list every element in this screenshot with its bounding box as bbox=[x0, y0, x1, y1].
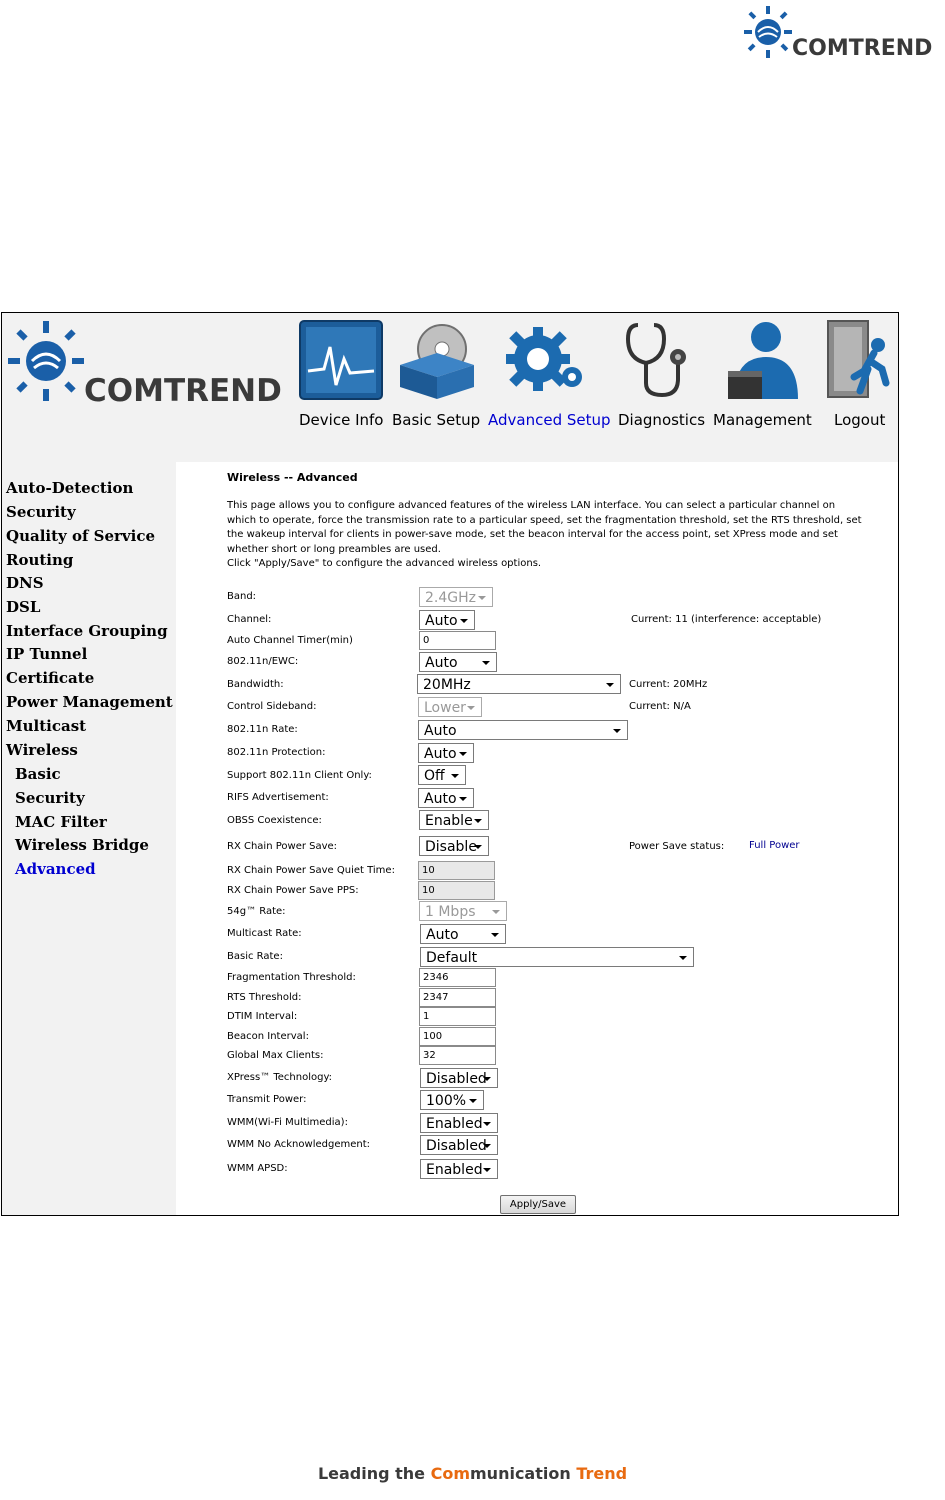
chevron-down-icon bbox=[459, 752, 467, 756]
obss-label: OBSS Coexistence: bbox=[227, 815, 322, 826]
wmm-apsd-select[interactable] bbox=[420, 1159, 498, 1179]
rx-pps-label: RX Chain Power Save PPS: bbox=[227, 885, 359, 896]
tagline-highlight-trend: Trend bbox=[576, 1464, 628, 1483]
obss-select[interactable] bbox=[419, 810, 489, 830]
n-protection-label: 802.11n Protection: bbox=[227, 747, 326, 758]
sidebar-item-auto-detection[interactable]: Auto-Detection bbox=[6, 479, 134, 497]
rx-power-save-select[interactable] bbox=[419, 836, 489, 856]
rifs-label: RIFS Advertisement: bbox=[227, 792, 329, 803]
brand-text: COMTREND bbox=[84, 373, 282, 409]
multicast-rate-label: Multicast Rate: bbox=[227, 928, 302, 939]
wmm-select[interactable] bbox=[420, 1113, 498, 1133]
n-ewc-label: 802.11n/EWC: bbox=[227, 656, 299, 667]
apply-save-button[interactable]: Apply/Save bbox=[500, 1195, 576, 1214]
device-info-icon[interactable] bbox=[298, 319, 384, 401]
tx-power-value: 100% bbox=[426, 1093, 467, 1109]
chevron-down-icon bbox=[679, 956, 687, 960]
sidebar-item-wireless[interactable]: Wireless bbox=[6, 741, 78, 759]
chevron-down-icon bbox=[492, 910, 500, 914]
wmm-value: Enabled bbox=[426, 1116, 483, 1132]
xpress-value: Disabled bbox=[426, 1071, 487, 1087]
bandwidth-label: Bandwidth: bbox=[227, 679, 284, 690]
tagline-highlight-com: Com bbox=[430, 1464, 470, 1483]
rifs-value: Auto bbox=[424, 791, 457, 807]
rx-power-save-label: RX Chain Power Save: bbox=[227, 841, 338, 852]
dtim-label: DTIM Interval: bbox=[227, 1011, 298, 1022]
chevron-down-icon bbox=[483, 1077, 491, 1081]
control-sideband-label: Control Sideband: bbox=[227, 701, 317, 712]
rts-threshold-input[interactable]: 2347 bbox=[419, 988, 496, 1007]
logout-icon[interactable] bbox=[824, 317, 896, 401]
chevron-down-icon bbox=[459, 797, 467, 801]
rx-pps-input[interactable]: 10 bbox=[418, 881, 495, 900]
g-rate-value: 1 Mbps bbox=[425, 904, 476, 920]
sidebar-item-multicast[interactable]: Multicast bbox=[6, 717, 87, 735]
sidebar-subitem-mac-filter[interactable]: MAC Filter bbox=[15, 813, 107, 831]
band-value: 2.4GHz bbox=[425, 590, 476, 606]
chevron-down-icon bbox=[474, 845, 482, 849]
max-clients-input[interactable]: 32 bbox=[419, 1046, 496, 1065]
sidebar-item-routing[interactable]: Routing bbox=[6, 551, 74, 569]
multicast-rate-select[interactable] bbox=[420, 924, 506, 944]
power-save-status-label: Power Save status: bbox=[629, 841, 725, 852]
g-rate-label: 54g™ Rate: bbox=[227, 906, 286, 917]
chevron-down-icon bbox=[606, 683, 614, 687]
n-rate-value: Auto bbox=[424, 723, 457, 739]
bandwidth-value: 20MHz bbox=[423, 677, 471, 693]
channel-select[interactable] bbox=[419, 610, 475, 630]
wmm-apsd-value: Enabled bbox=[426, 1162, 483, 1178]
sidebar-item-security[interactable]: Security bbox=[6, 503, 76, 521]
control-sideband-value: Lower bbox=[424, 700, 466, 716]
tagline-mid: munication bbox=[470, 1464, 577, 1483]
chevron-down-icon bbox=[483, 1168, 491, 1172]
auto-channel-timer-input[interactable]: 0 bbox=[419, 631, 496, 650]
sidebar-item-dns[interactable]: DNS bbox=[6, 574, 44, 592]
basic-rate-label: Basic Rate: bbox=[227, 951, 283, 962]
nav-device-info[interactable]: Device Info bbox=[299, 411, 384, 429]
wmm-noack-value: Disabled bbox=[426, 1138, 487, 1154]
instruction-text: Click "Apply/Save" to configure the advanced wireless options. bbox=[227, 558, 542, 569]
wmm-noack-label: WMM No Acknowledgement: bbox=[227, 1139, 370, 1150]
sidebar-item-interface-grouping[interactable]: Interface Grouping bbox=[6, 622, 168, 640]
band-label: Band: bbox=[227, 591, 257, 602]
rx-quiet-time-input[interactable]: 10 bbox=[418, 861, 495, 880]
obss-value: Enable bbox=[425, 813, 473, 829]
n-rate-select[interactable] bbox=[418, 720, 628, 740]
beacon-input[interactable]: 100 bbox=[419, 1027, 496, 1046]
page-title: Wireless -- Advanced bbox=[227, 471, 358, 484]
n-rate-label: 802.11n Rate: bbox=[227, 724, 298, 735]
chevron-down-icon bbox=[474, 819, 482, 823]
sidebar-item-power-management[interactable]: Power Management bbox=[6, 693, 173, 711]
n-client-only-select[interactable] bbox=[418, 765, 466, 785]
chevron-down-icon bbox=[460, 619, 468, 623]
multicast-rate-value: Auto bbox=[426, 927, 459, 943]
diagnostics-icon[interactable] bbox=[620, 319, 696, 401]
footer-tagline bbox=[0, 1464, 945, 1483]
sidebar-subitem-security[interactable]: Security bbox=[15, 789, 85, 807]
comtrend-logo-icon bbox=[740, 2, 945, 72]
sidebar-item-ip-tunnel[interactable]: IP Tunnel bbox=[6, 645, 88, 663]
router-ui-frame bbox=[1, 312, 899, 1216]
sidebar-subitem-basic[interactable]: Basic bbox=[15, 765, 61, 783]
chevron-down-icon bbox=[451, 774, 459, 778]
channel-status: Current: 11 (interference: acceptable) bbox=[631, 614, 822, 625]
wmm-apsd-label: WMM APSD: bbox=[227, 1163, 288, 1174]
rts-threshold-label: RTS Threshold: bbox=[227, 992, 302, 1003]
basic-rate-select[interactable] bbox=[420, 947, 694, 967]
control-sideband-status: Current: N/A bbox=[629, 701, 691, 712]
page-description bbox=[227, 499, 867, 572]
n-protection-select[interactable] bbox=[418, 743, 474, 763]
chevron-down-icon bbox=[613, 729, 621, 733]
dtim-input[interactable]: 1 bbox=[419, 1007, 496, 1026]
description-text: This page allows you to configure advanced features of the wireless LAN interface. You can select a particular channel on which to operate, force the transmission rate to a particular speed, set the fragmentation threshold, set the RTS threshold, set the wakeup interval for clients in power-save mode, set the beacon interval for the access point, set XPress mode and set whether short or long preambles are used. bbox=[227, 500, 862, 555]
sidebar-subitem-advanced[interactable]: Advanced bbox=[15, 860, 96, 878]
nav-advanced-setup[interactable]: Advanced Setup bbox=[488, 411, 611, 429]
chevron-down-icon bbox=[478, 596, 486, 600]
management-icon[interactable] bbox=[720, 319, 806, 401]
tx-power-label: Transmit Power: bbox=[227, 1094, 307, 1105]
channel-label: Channel: bbox=[227, 614, 272, 625]
max-clients-label: Global Max Clients: bbox=[227, 1050, 324, 1061]
brand-logo-top bbox=[740, 2, 945, 72]
chevron-down-icon bbox=[469, 1099, 477, 1103]
sidebar-item-qos[interactable]: Quality of Service bbox=[6, 527, 156, 545]
n-ewc-select[interactable] bbox=[419, 652, 497, 672]
basic-setup-icon[interactable] bbox=[394, 319, 480, 401]
chevron-down-icon bbox=[483, 1122, 491, 1126]
tagline-pre: Leading the bbox=[317, 1464, 431, 1483]
brand-text: COMTREND bbox=[792, 36, 933, 61]
power-save-status-value: Full Power bbox=[749, 840, 800, 851]
g-rate-select[interactable] bbox=[419, 901, 507, 921]
xpress-label: XPress™ Technology: bbox=[227, 1072, 333, 1083]
chevron-down-icon bbox=[491, 933, 499, 937]
basic-rate-value: Default bbox=[426, 950, 478, 966]
n-protection-value: Auto bbox=[424, 746, 457, 762]
tx-power-select[interactable] bbox=[420, 1090, 484, 1110]
bandwidth-select[interactable] bbox=[417, 674, 621, 694]
advanced-setup-icon[interactable] bbox=[502, 319, 588, 401]
wmm-noack-select[interactable] bbox=[420, 1135, 498, 1155]
xpress-select[interactable] bbox=[420, 1068, 498, 1088]
sidebar-item-dsl[interactable]: DSL bbox=[6, 598, 41, 616]
auto-channel-timer-label: Auto Channel Timer(min) bbox=[227, 635, 353, 646]
nav-logout[interactable]: Logout bbox=[834, 411, 886, 429]
nav-diagnostics[interactable]: Diagnostics bbox=[618, 411, 706, 429]
n-client-only-value: Off bbox=[424, 768, 445, 784]
band-select[interactable] bbox=[419, 587, 493, 607]
rx-quiet-time-label: RX Chain Power Save Quiet Time: bbox=[227, 865, 395, 876]
rifs-select[interactable] bbox=[418, 788, 474, 808]
header-logo bbox=[8, 313, 293, 413]
chevron-down-icon bbox=[483, 1144, 491, 1148]
channel-value: Auto bbox=[425, 613, 458, 629]
control-sideband-select[interactable] bbox=[418, 697, 482, 717]
beacon-label: Beacon Interval: bbox=[227, 1031, 309, 1042]
wmm-label: WMM(Wi-Fi Multimedia): bbox=[227, 1117, 348, 1128]
n-ewc-value: Auto bbox=[425, 655, 458, 671]
chevron-down-icon bbox=[482, 661, 490, 665]
frag-threshold-input[interactable]: 2346 bbox=[419, 968, 496, 987]
chevron-down-icon bbox=[467, 706, 475, 710]
comtrend-logo-icon bbox=[8, 313, 293, 413]
rx-power-save-value: Disable bbox=[425, 839, 477, 855]
nav-management[interactable]: Management bbox=[713, 411, 812, 429]
sidebar-item-certificate[interactable]: Certificate bbox=[6, 669, 95, 687]
n-client-only-label: Support 802.11n Client Only: bbox=[227, 770, 372, 781]
bandwidth-status: Current: 20MHz bbox=[629, 679, 708, 690]
frag-threshold-label: Fragmentation Threshold: bbox=[227, 972, 356, 983]
nav-basic-setup[interactable]: Basic Setup bbox=[392, 411, 481, 429]
sidebar-subitem-wireless-bridge[interactable]: Wireless Bridge bbox=[15, 836, 149, 854]
